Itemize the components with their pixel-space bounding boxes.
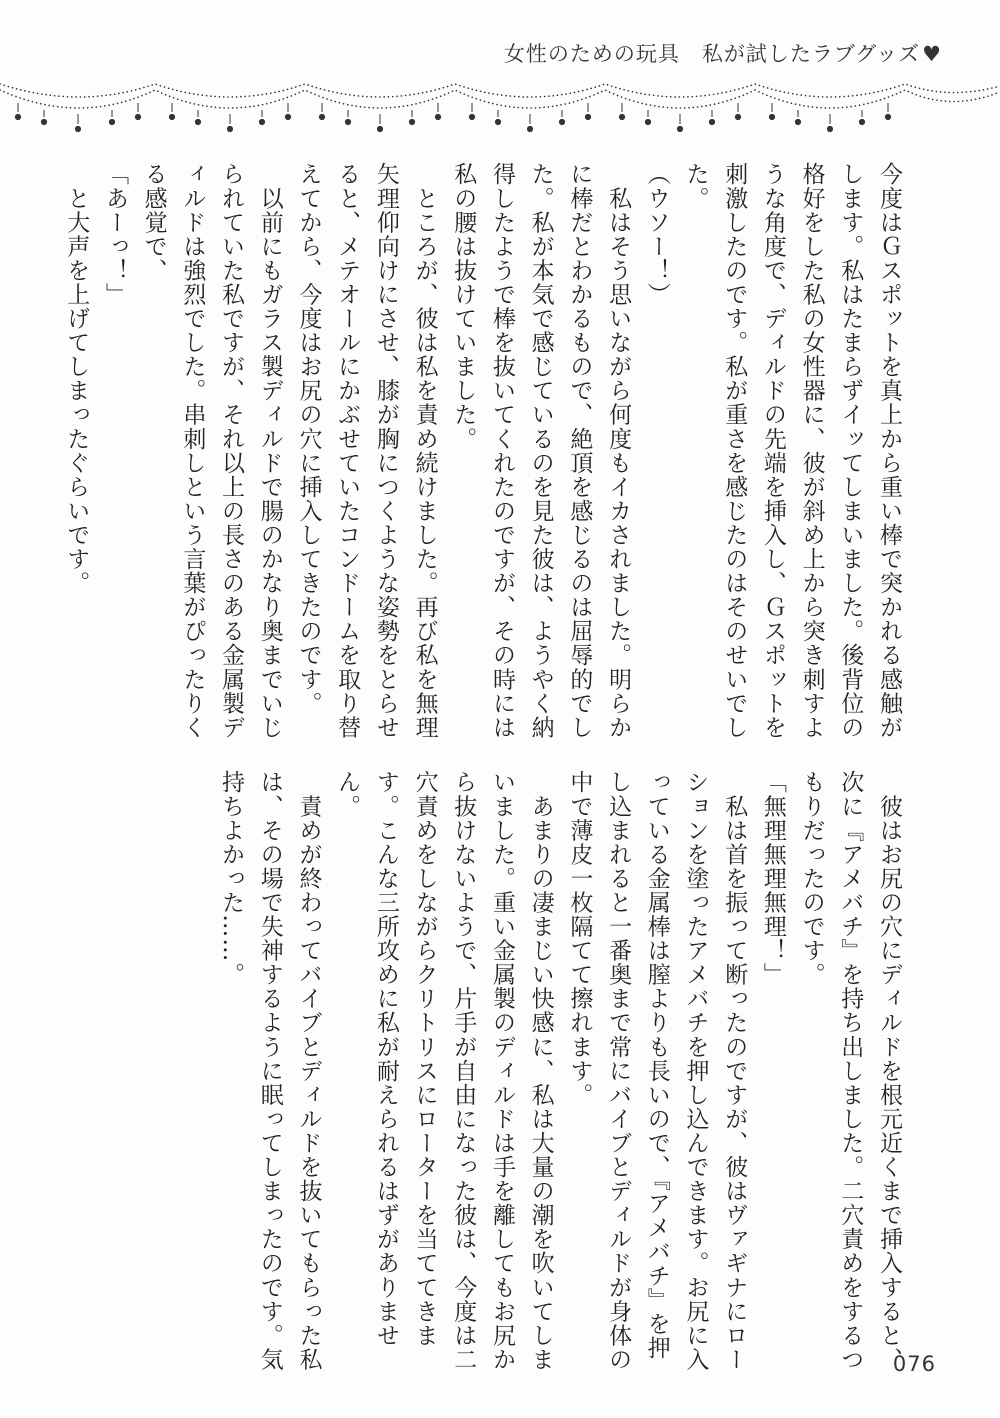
body-text-upper <box>63 162 908 747</box>
paragraph: 「あーっ！」 <box>101 162 128 307</box>
paragraph: 今度はＧスポットを真上から重い棒で突かれる感触がします。私はたまらずイッてしまいました。後背位の格好をした私の女性器に、彼が斜め上から突き刺すような角度で、ディルドの先端を挿入し、Ｇスポットを刺激したのです。私が重さを感じたのはそのせいでした。 <box>682 162 902 740</box>
paragraph: ところが、彼は私を責め続けました。再び私を無理矢理仰向けにさせ、膝が胸につくような姿勢をとらせると、メテオールにかぶせていたコンドームを取り替えてから、今度はお尻の穴に挿入してきたのです。 <box>295 162 438 740</box>
paragraph: 「無理無理無理！」 <box>759 770 786 987</box>
running-header <box>504 38 942 68</box>
paragraph: 私はそう思いながら何度もイカされました。明らかに棒だとわかるもので、絶頂を感じるのは屈辱的でした。私が本気で感じているのを見た彼は、ようやく納得したようで棒を抜いてくれたのですが、その時には私の腰は抜けていました。 <box>450 162 632 740</box>
page-number: 076 <box>892 1352 936 1376</box>
paragraph: 私は首を振って断ったのですが、彼はヴァギナにローションを塗ったアメバチを押し込んできます。お尻に入っている金属棒は膣よりも長いので、『アメバチ』を押し込まれると一番奥まで常にバイブとディルドが身体の中で薄皮一枚隔てて擦れます。 <box>566 770 748 1372</box>
paragraph: 責めが終わってバイブとディルドを抜いてもらった私は、その場で失神するように眠ってしまったのです。気持ちよかった……。 <box>218 770 322 1372</box>
paragraph: と大声を上げてしまったぐらいです。 <box>63 162 90 595</box>
body-text-lower <box>218 770 908 1375</box>
heart-icon: ♥ <box>922 42 942 66</box>
paragraph: 彼はお尻の穴にディルドを根元近くまで挿入すると、次に『アメバチ』を持ち出しました。二穴責めをするつもりだったのです。 <box>798 770 902 1372</box>
paragraph: あまりの凄まじい快感に、私は大量の潮を吹いてしまいました。重い金属製のディルドは手を離してもお尻から抜けないようで、片手が自由になった彼は、今度は二穴責めをしながらクリトリスにローターを当ててきます。こんな三所攻めに私が耐えられるはずがありません。 <box>334 770 554 1372</box>
paragraph: 以前にもガラス製ディルドで腸のかなり奥までいじられていた私ですが、それ以上の長さのある金属製ディルドは強烈でした。串刺しという言葉がぴったりくる感覚で、 <box>140 162 283 740</box>
paragraph: （ウソー！） <box>643 162 670 307</box>
dotted-garland-ornament <box>0 70 1000 140</box>
running-header-title: 女性のための玩具 私が試したラブグッズ <box>503 42 921 66</box>
